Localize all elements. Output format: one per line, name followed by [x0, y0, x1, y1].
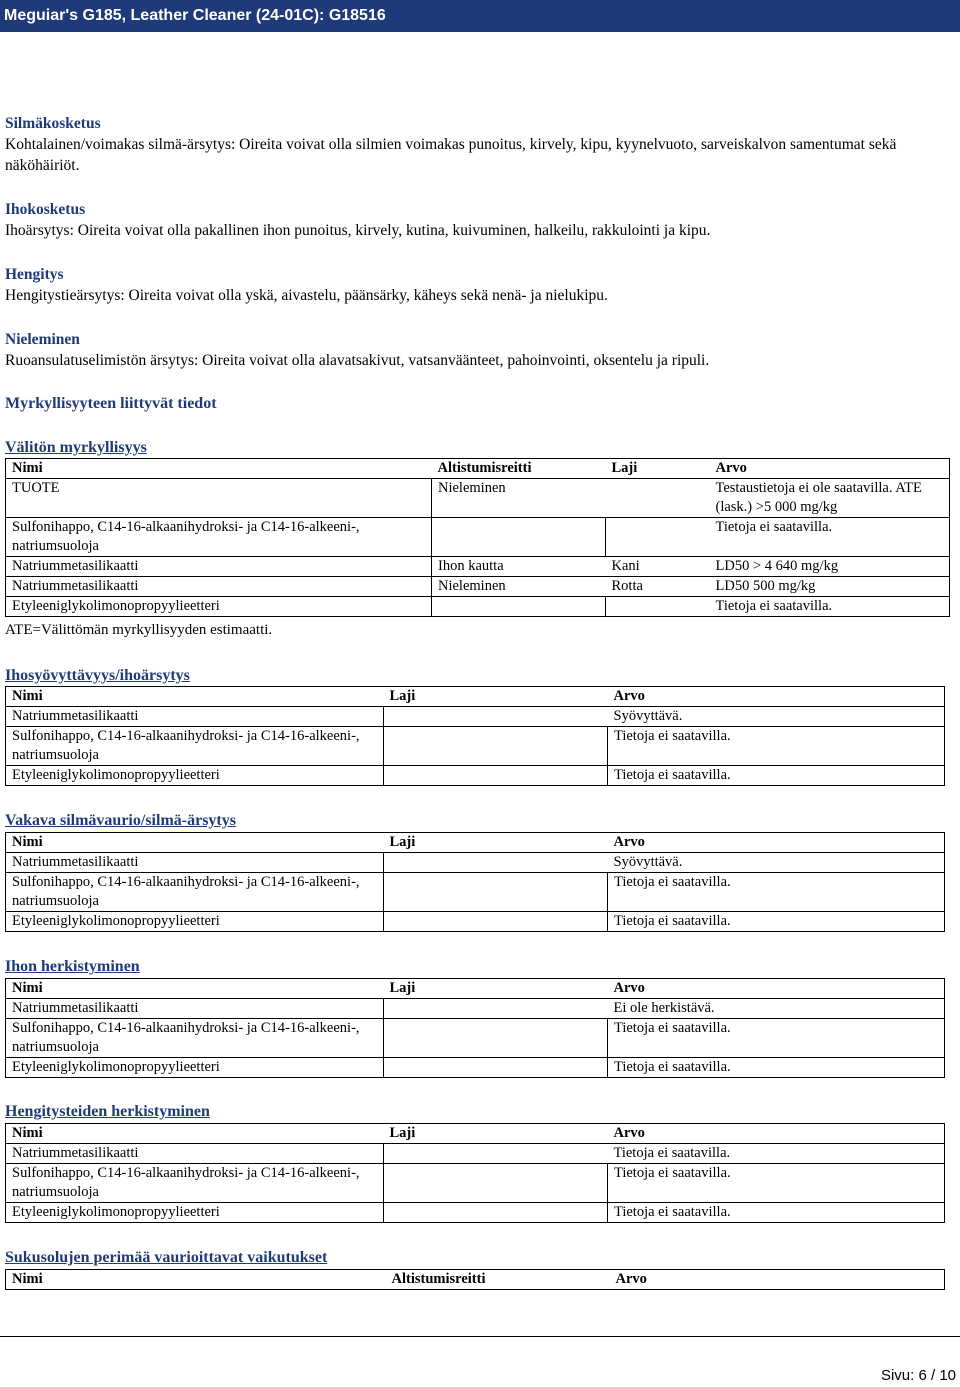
eye-contact-section	[5, 113, 960, 176]
respiratory-sensitization-table	[5, 1123, 945, 1223]
table-row	[6, 853, 945, 873]
cell-value-text: Testaustietoja ei ole saatavilla. ATE (lask.) >5 000 mg/kg	[715, 480, 922, 515]
col-header-value: Arvo	[608, 979, 945, 999]
col-header-value: Arvo	[710, 459, 950, 479]
cell-species	[384, 873, 608, 912]
ingestion-text: Ruoansulatuselimistön ärsytys: Oireita voivat olla alavatsakivut, vatsanväänteet, pahoinvointi, oksentelu ja ripuli.	[5, 352, 710, 369]
ingestion-title: Nieleminen	[5, 331, 80, 348]
table-header-row	[6, 1270, 945, 1290]
col-header-species: Laji	[384, 979, 608, 999]
cell-value: LD50 500 mg/kg	[710, 577, 950, 597]
cell-name: Natriummetasilikaatti	[6, 853, 384, 873]
table-row	[6, 1203, 945, 1223]
cell-value: Tietoja ei saatavilla.	[608, 1019, 945, 1058]
table-row	[6, 707, 945, 727]
cell-value: Tietoja ei saatavilla.	[614, 1059, 731, 1075]
cell-route: Nieleminen	[432, 479, 606, 518]
eye-contact-text: Kohtalainen/voimakas silmä-ärsytys: Oireita voivat olla silmien voimakas punoitus, kirvely, kipu, kyynelvuoto, sarveiskalvon samentumat sekä näköhäiriöt.	[5, 136, 897, 174]
cell-name: Natriummetasilikaatti	[6, 999, 384, 1019]
inhalation-text: Hengitystieärsytys: Oireita voivat olla yskä, aivastelu, päänsärky, käheys sekä nenä- ja nielukipu.	[5, 287, 608, 304]
cell-route	[432, 518, 606, 557]
table-header-row	[6, 687, 945, 707]
acute-toxicity-table	[5, 458, 950, 617]
cell-name: Sulfonihappo, C14-16-alkaanihydroksi- ja C14-16-alkeeni-, natriumsuoloja	[6, 1019, 384, 1058]
col-header-name: Nimi	[6, 1124, 384, 1144]
skin-sensitization-table	[5, 978, 945, 1078]
cell-name: Natriummetasilikaatti	[6, 707, 384, 727]
col-header-value: Arvo	[608, 687, 945, 707]
skin-corrosion-table	[5, 686, 945, 786]
cell-value: Tietoja ei saatavilla.	[608, 873, 945, 912]
inhalation-section	[5, 264, 960, 306]
skin-sensitization-title: Ihon herkistyminen	[5, 958, 140, 975]
document-header: Meguiar's G185, Leather Cleaner (24-01C): G18516	[0, 0, 960, 32]
acute-toxicity-title: Välitön myrkyllisyys	[5, 439, 147, 456]
col-header-name: Nimi	[6, 687, 384, 707]
table-header-row	[6, 459, 950, 479]
cell-value: Ei ole herkistävä.	[608, 999, 945, 1019]
cell-name: Etyleeniglykolimonopropyylieetteri	[6, 912, 384, 932]
cell-species	[384, 999, 608, 1019]
cell-name: Sulfonihappo, C14-16-alkaanihydroksi- ja C14-16-alkeeni-, natriumsuoloja	[6, 1164, 384, 1203]
eye-damage-title: Vakava silmävaurio/silmä-ärsytys	[5, 812, 236, 829]
cell-value: Tietoja ei saatavilla.	[715, 598, 833, 614]
col-header-species: Laji	[384, 1124, 608, 1144]
cell-species	[384, 1019, 608, 1058]
cell-name: Etyleeniglykolimonopropyylieetteri	[6, 1203, 384, 1223]
cell-species	[606, 518, 710, 557]
col-header-species: Laji	[384, 687, 608, 707]
cell-species: Kani	[606, 557, 710, 577]
cell-value: Tietoja ei saatavilla.	[614, 767, 731, 783]
table-header-row	[6, 1124, 945, 1144]
cell-species	[384, 707, 608, 727]
table-row	[6, 999, 945, 1019]
cell-name: Etyleeniglykolimonopropyylieetteri	[6, 1058, 384, 1078]
cell-value	[710, 479, 950, 518]
col-header-route: Altistumisreitti	[391, 1271, 486, 1287]
cell-species	[384, 912, 608, 932]
cell-species	[384, 1144, 608, 1164]
table-row	[6, 1019, 945, 1058]
col-header-species: Laji	[384, 833, 608, 853]
table-row	[6, 1144, 945, 1164]
table-row	[6, 518, 950, 557]
cell-species	[606, 597, 710, 617]
cell-route: Nieleminen	[432, 577, 606, 597]
cell-value: LD50 > 4 640 mg/kg	[710, 557, 950, 577]
cell-name: Natriummetasilikaatti	[6, 557, 432, 577]
cell-species	[384, 1203, 608, 1223]
ate-note: ATE=Välittömän myrkyllisyyden estimaatti.	[5, 622, 273, 638]
col-header-name: Nimi	[6, 459, 432, 479]
table-row	[6, 1058, 945, 1078]
cell-species	[384, 853, 608, 873]
col-header-name: Nimi	[6, 833, 384, 853]
toxicology-title: Myrkyllisyyteen liittyvät tiedot	[5, 395, 217, 412]
cell-name: Etyleeniglykolimonopropyylieetteri	[6, 766, 384, 786]
col-header-value: Arvo	[615, 1271, 647, 1287]
eye-damage-table	[5, 832, 945, 932]
cell-name: Sulfonihappo, C14-16-alkaanihydroksi- ja C14-16-alkeeni-, natriumsuoloja	[6, 727, 384, 766]
table-row	[6, 577, 950, 597]
inhalation-title: Hengitys	[5, 266, 64, 283]
germ-cell-mutagenicity-title: Sukusolujen perimää vaurioittavat vaikutukset	[5, 1249, 328, 1266]
cell-value: Tietoja ei saatavilla.	[608, 727, 945, 766]
germ-cell-mutagenicity-table	[5, 1269, 945, 1290]
cell-name: Sulfonihappo, C14-16-alkaanihydroksi- ja C14-16-alkeeni-, natriumsuoloja	[6, 873, 384, 912]
respiratory-sensitization-title: Hengitysteiden herkistyminen	[5, 1103, 210, 1120]
col-header-route: Altistumisreitti	[432, 459, 606, 479]
cell-value: Tietoja ei saatavilla.	[710, 518, 950, 557]
cell-route: Ihon kautta	[432, 557, 606, 577]
cell-name: Sulfonihappo, C14-16-alkaanihydroksi- ja C14-16-alkeeni-, natriumsuoloja	[6, 518, 432, 557]
skin-contact-section	[5, 199, 960, 241]
ingestion-section	[5, 329, 960, 371]
cell-value: Tietoja ei saatavilla.	[614, 1204, 731, 1220]
col-header-name: Nimi	[12, 1271, 43, 1287]
table-row	[6, 766, 945, 786]
table-row	[6, 727, 945, 766]
col-header-species: Laji	[606, 459, 710, 479]
table-header-row	[6, 833, 945, 853]
table-row	[6, 873, 945, 912]
table-row	[6, 479, 950, 518]
cell-value: Tietoja ei saatavilla.	[608, 1164, 945, 1203]
cell-name: Natriummetasilikaatti	[6, 1144, 384, 1164]
cell-value: Tietoja ei saatavilla.	[608, 1144, 945, 1164]
cell-name: Natriummetasilikaatti	[6, 577, 432, 597]
skin-contact-text: Ihoärsytys: Oireita voivat olla pakallinen ihon punoitus, kirvely, kutina, kuivuminen, halkeilu, rakkulointi ja kipu.	[5, 222, 711, 239]
col-header-value: Arvo	[608, 1124, 945, 1144]
table-row	[6, 557, 950, 577]
cell-species	[384, 766, 608, 786]
table-row	[6, 912, 945, 932]
page-number: Sivu: 6 / 10	[880, 1367, 956, 1384]
col-header-value: Arvo	[608, 833, 945, 853]
table-row	[6, 597, 950, 617]
cell-name: Etyleeniglykolimonopropyylieetteri	[6, 597, 432, 617]
cell-route	[432, 597, 606, 617]
col-header-name: Nimi	[6, 979, 384, 999]
cell-species	[384, 1164, 608, 1203]
cell-value: Syövyttävä.	[608, 707, 945, 727]
table-row	[6, 1164, 945, 1203]
cell-value: Tietoja ei saatavilla.	[614, 913, 731, 929]
skin-contact-title: Ihokosketus	[5, 201, 86, 218]
table-header-row	[6, 979, 945, 999]
eye-contact-title: Silmäkosketus	[5, 115, 101, 132]
footer-divider	[0, 1336, 960, 1337]
cell-species	[606, 479, 710, 518]
cell-species: Rotta	[606, 577, 710, 597]
cell-species	[384, 1058, 608, 1078]
skin-corrosion-title: Ihosyövyttävyys/ihoärsytys	[5, 667, 190, 684]
cell-value: Syövyttävä.	[608, 853, 945, 873]
cell-species	[384, 727, 608, 766]
cell-name: TUOTE	[6, 479, 432, 518]
